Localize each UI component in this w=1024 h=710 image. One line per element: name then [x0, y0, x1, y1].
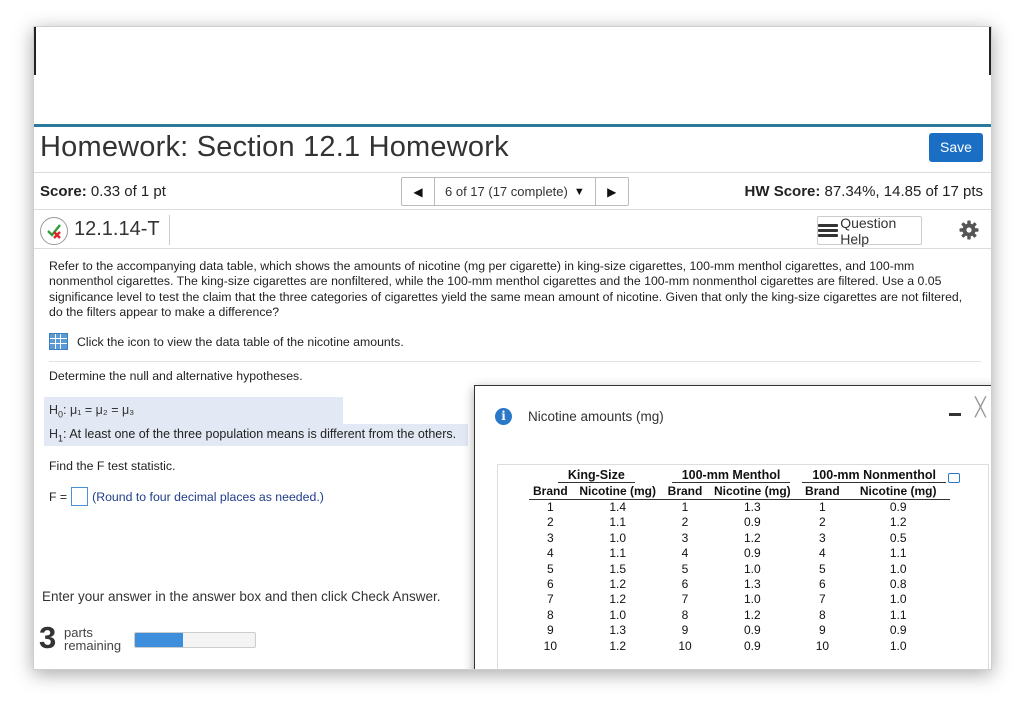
brand-cell: 8 [681, 607, 689, 622]
top-blank-area [34, 27, 991, 127]
nicotine-cell: 1.0 [889, 638, 907, 653]
nicotine-cell: 1.0 [609, 607, 627, 622]
table-row [529, 531, 950, 546]
brand-cell: 10 [543, 638, 558, 653]
brand-cell: 5 [819, 561, 826, 576]
f-answer-input[interactable] [71, 487, 88, 506]
next-question-button[interactable] [596, 178, 628, 205]
nicotine-cell: 1.0 [744, 561, 761, 576]
group-header: King-Size [529, 468, 664, 484]
brand-cell: 6 [681, 577, 689, 592]
brand-cell: 10 [678, 638, 692, 653]
brand-cell: 3 [681, 530, 689, 545]
question-pager [401, 177, 629, 206]
data-table-link-text: Click the icon to view the data table of the nicotine amounts. [77, 334, 404, 349]
divider [49, 361, 981, 362]
table-icon[interactable] [49, 333, 68, 350]
nicotine-cell: 0.9 [744, 515, 761, 530]
list-icon [818, 224, 836, 238]
table-row [529, 639, 950, 654]
brand-cell: 9 [681, 623, 689, 638]
score-label: Score: [40, 183, 87, 200]
homework-window [33, 26, 992, 670]
nicotine-cell: 0.5 [889, 530, 907, 545]
caret-right-icon: ▶ [607, 184, 617, 199]
f-label: F = [49, 489, 68, 504]
score-value: 0.33 of 1 pt [90, 183, 166, 200]
save-button[interactable]: Save [929, 133, 983, 162]
question-text: Refer to the accompanying data table, which shows the amounts of nicotine (mg per cigarette) in king-size cigarettes, 100-mm menthol cigarettes, and 100-mm nonmenthol cigarettes. The king-size cigarettes are nonfiltered, while the 100-mm menthol cigarettes and the 100-mm nonmenthol cigarettes are filtered. Use a 0.05 significance level to test the claim that the three categories of cigarettes yield the same mean amount of nicotine. Given that only the king-size cigarettes are not filtered, do the filters appear to make a difference? [49, 259, 963, 320]
brand-cell: 9 [546, 623, 554, 638]
page-title: Homework: Section 12.1 Homework [40, 131, 509, 163]
column-header: Brand [664, 484, 707, 500]
f-rounding-hint: (Round to four decimal places as needed.) [92, 489, 324, 504]
brand-cell: 2 [819, 515, 826, 530]
brand-cell: 8 [819, 607, 826, 622]
nicotine-cell: 0.9 [744, 638, 761, 653]
table-row [529, 562, 950, 577]
divider [169, 215, 170, 245]
brand-cell: 3 [546, 530, 554, 545]
question-number: 12.1.14-T [74, 218, 160, 240]
partial-credit-icon [40, 217, 68, 245]
nicotine-cell: 0.9 [744, 546, 761, 561]
parts-remaining-label [64, 626, 121, 652]
h0-subscript: 0 [58, 409, 64, 420]
brand-cell: 2 [681, 515, 689, 530]
header-rule [34, 124, 991, 127]
nicotine-cell: 1.3 [744, 577, 761, 592]
question-help-label: Question Help [840, 214, 897, 247]
table-row [529, 577, 950, 592]
nicotine-cell: 1.2 [609, 592, 627, 607]
data-table-link[interactable] [49, 333, 404, 350]
brand-cell: 3 [819, 530, 826, 545]
enter-answer-instruction: Enter your answer in the answer box and then click Check Answer. [42, 589, 441, 604]
minimize-button[interactable] [949, 413, 961, 416]
divider [34, 172, 991, 173]
brand-cell: 7 [819, 592, 826, 607]
brand-cell: 1 [681, 500, 689, 514]
column-header: Nicotine (mg) [572, 484, 664, 500]
score [40, 183, 166, 200]
instruction-f-statistic: Find the F test statistic. [49, 459, 176, 473]
brand-cell: 7 [546, 592, 554, 607]
nicotine-cell: 1.0 [609, 530, 627, 545]
nicotine-cell: 0.9 [744, 623, 761, 638]
divider [34, 209, 991, 210]
column-header: Nicotine (mg) [846, 484, 950, 500]
brand-cell: 5 [681, 561, 689, 576]
nicotine-cell: 1.2 [609, 638, 627, 653]
nicotine-cell: 1.4 [609, 500, 627, 514]
column-header: Brand [798, 484, 846, 500]
brand-cell: 8 [546, 607, 554, 622]
brand-cell: 1 [819, 500, 826, 514]
brand-cell: 9 [819, 623, 826, 638]
nicotine-cell: 1.5 [609, 561, 627, 576]
f-answer-row [49, 487, 324, 506]
nicotine-cell: 1.3 [609, 623, 627, 638]
h0-value: μ₁ = μ₂ = μ₃ [70, 403, 135, 417]
window-edge-right [989, 27, 991, 75]
nicotine-cell: 1.1 [609, 515, 627, 530]
nicotine-cell: 0.8 [889, 577, 907, 592]
hw-score [745, 183, 983, 200]
nicotine-cell: 1.1 [889, 607, 907, 622]
brand-cell: 6 [546, 577, 554, 592]
table-row [529, 500, 950, 516]
h0-label: H [49, 403, 59, 417]
null-hypothesis: $H_0$: μ₁ = μ₂ = μ₃ [49, 403, 135, 420]
parts-line1: parts [64, 625, 93, 640]
nicotine-cell: 1.3 [744, 500, 761, 514]
table-row [529, 592, 950, 607]
nicotine-cell: 0.9 [889, 500, 907, 514]
prev-question-button[interactable] [402, 178, 434, 205]
nicotine-cell: 1.2 [609, 577, 627, 592]
brand-cell: 7 [681, 592, 689, 607]
brand-cell: 1 [546, 500, 554, 514]
alternative-hypothesis: $H_1$: At least one of the three population means is different from the others. [49, 427, 457, 444]
question-help-button[interactable] [817, 216, 922, 245]
nicotine-cell: 1.0 [889, 592, 907, 607]
parts-progress-bar [134, 632, 256, 648]
nicotine-data-popup [474, 385, 992, 670]
popup-title: Nicotine amounts (mg) [528, 409, 664, 424]
question-selector[interactable] [434, 178, 596, 205]
group-header: 100-mm Nonmenthol [798, 468, 950, 484]
table-row [529, 608, 950, 623]
table-row [529, 515, 950, 530]
hw-score-value: 87.34%, 14.85 of 17 pts [824, 183, 983, 200]
brand-cell: 4 [546, 546, 554, 561]
nicotine-cell: 1.1 [609, 546, 627, 561]
nicotine-cell: 1.0 [889, 561, 907, 576]
nicotine-cell: 1.1 [889, 546, 907, 561]
brand-cell: 2 [546, 515, 554, 530]
window-edge-left [34, 27, 36, 75]
nicotine-cell: 1.0 [744, 592, 761, 607]
table-row [529, 623, 950, 638]
info-icon: i [495, 408, 512, 425]
close-icon[interactable]: ╳ [975, 397, 986, 417]
caret-down-icon: ▼ [573, 185, 585, 198]
instruction-hypotheses: Determine the null and alternative hypotheses. [49, 369, 303, 383]
brand-cell: 6 [819, 577, 826, 592]
h1-subscript: 1 [58, 433, 64, 444]
column-header: Brand [529, 484, 572, 500]
brand-cell: 4 [819, 546, 826, 561]
divider [34, 248, 991, 249]
group-header: 100-mm Menthol [664, 468, 799, 484]
parts-count: 3 [39, 620, 57, 655]
gear-icon[interactable] [958, 219, 980, 241]
nicotine-cell: 1.2 [744, 607, 761, 622]
nicotine-cell: 1.2 [744, 530, 761, 545]
caret-left-icon: ◀ [413, 184, 423, 199]
h1-value: At least one of the three population means is different from the others. [69, 427, 457, 441]
column-header: Nicotine (mg) [706, 484, 798, 500]
brand-cell: 4 [681, 546, 689, 561]
parts-line2: remaining [64, 638, 122, 653]
nicotine-cell: 0.9 [889, 623, 907, 638]
brand-cell: 5 [546, 561, 554, 576]
brand-cell: 10 [815, 638, 830, 653]
nicotine-cell: 1.2 [889, 515, 907, 530]
hw-score-label: HW Score: [744, 183, 821, 200]
pager-text: 6 of 17 (17 complete) [445, 184, 568, 199]
table-row [529, 546, 950, 561]
progress-fill [135, 633, 183, 647]
h1-label: H [49, 427, 59, 441]
nicotine-table [529, 468, 950, 654]
